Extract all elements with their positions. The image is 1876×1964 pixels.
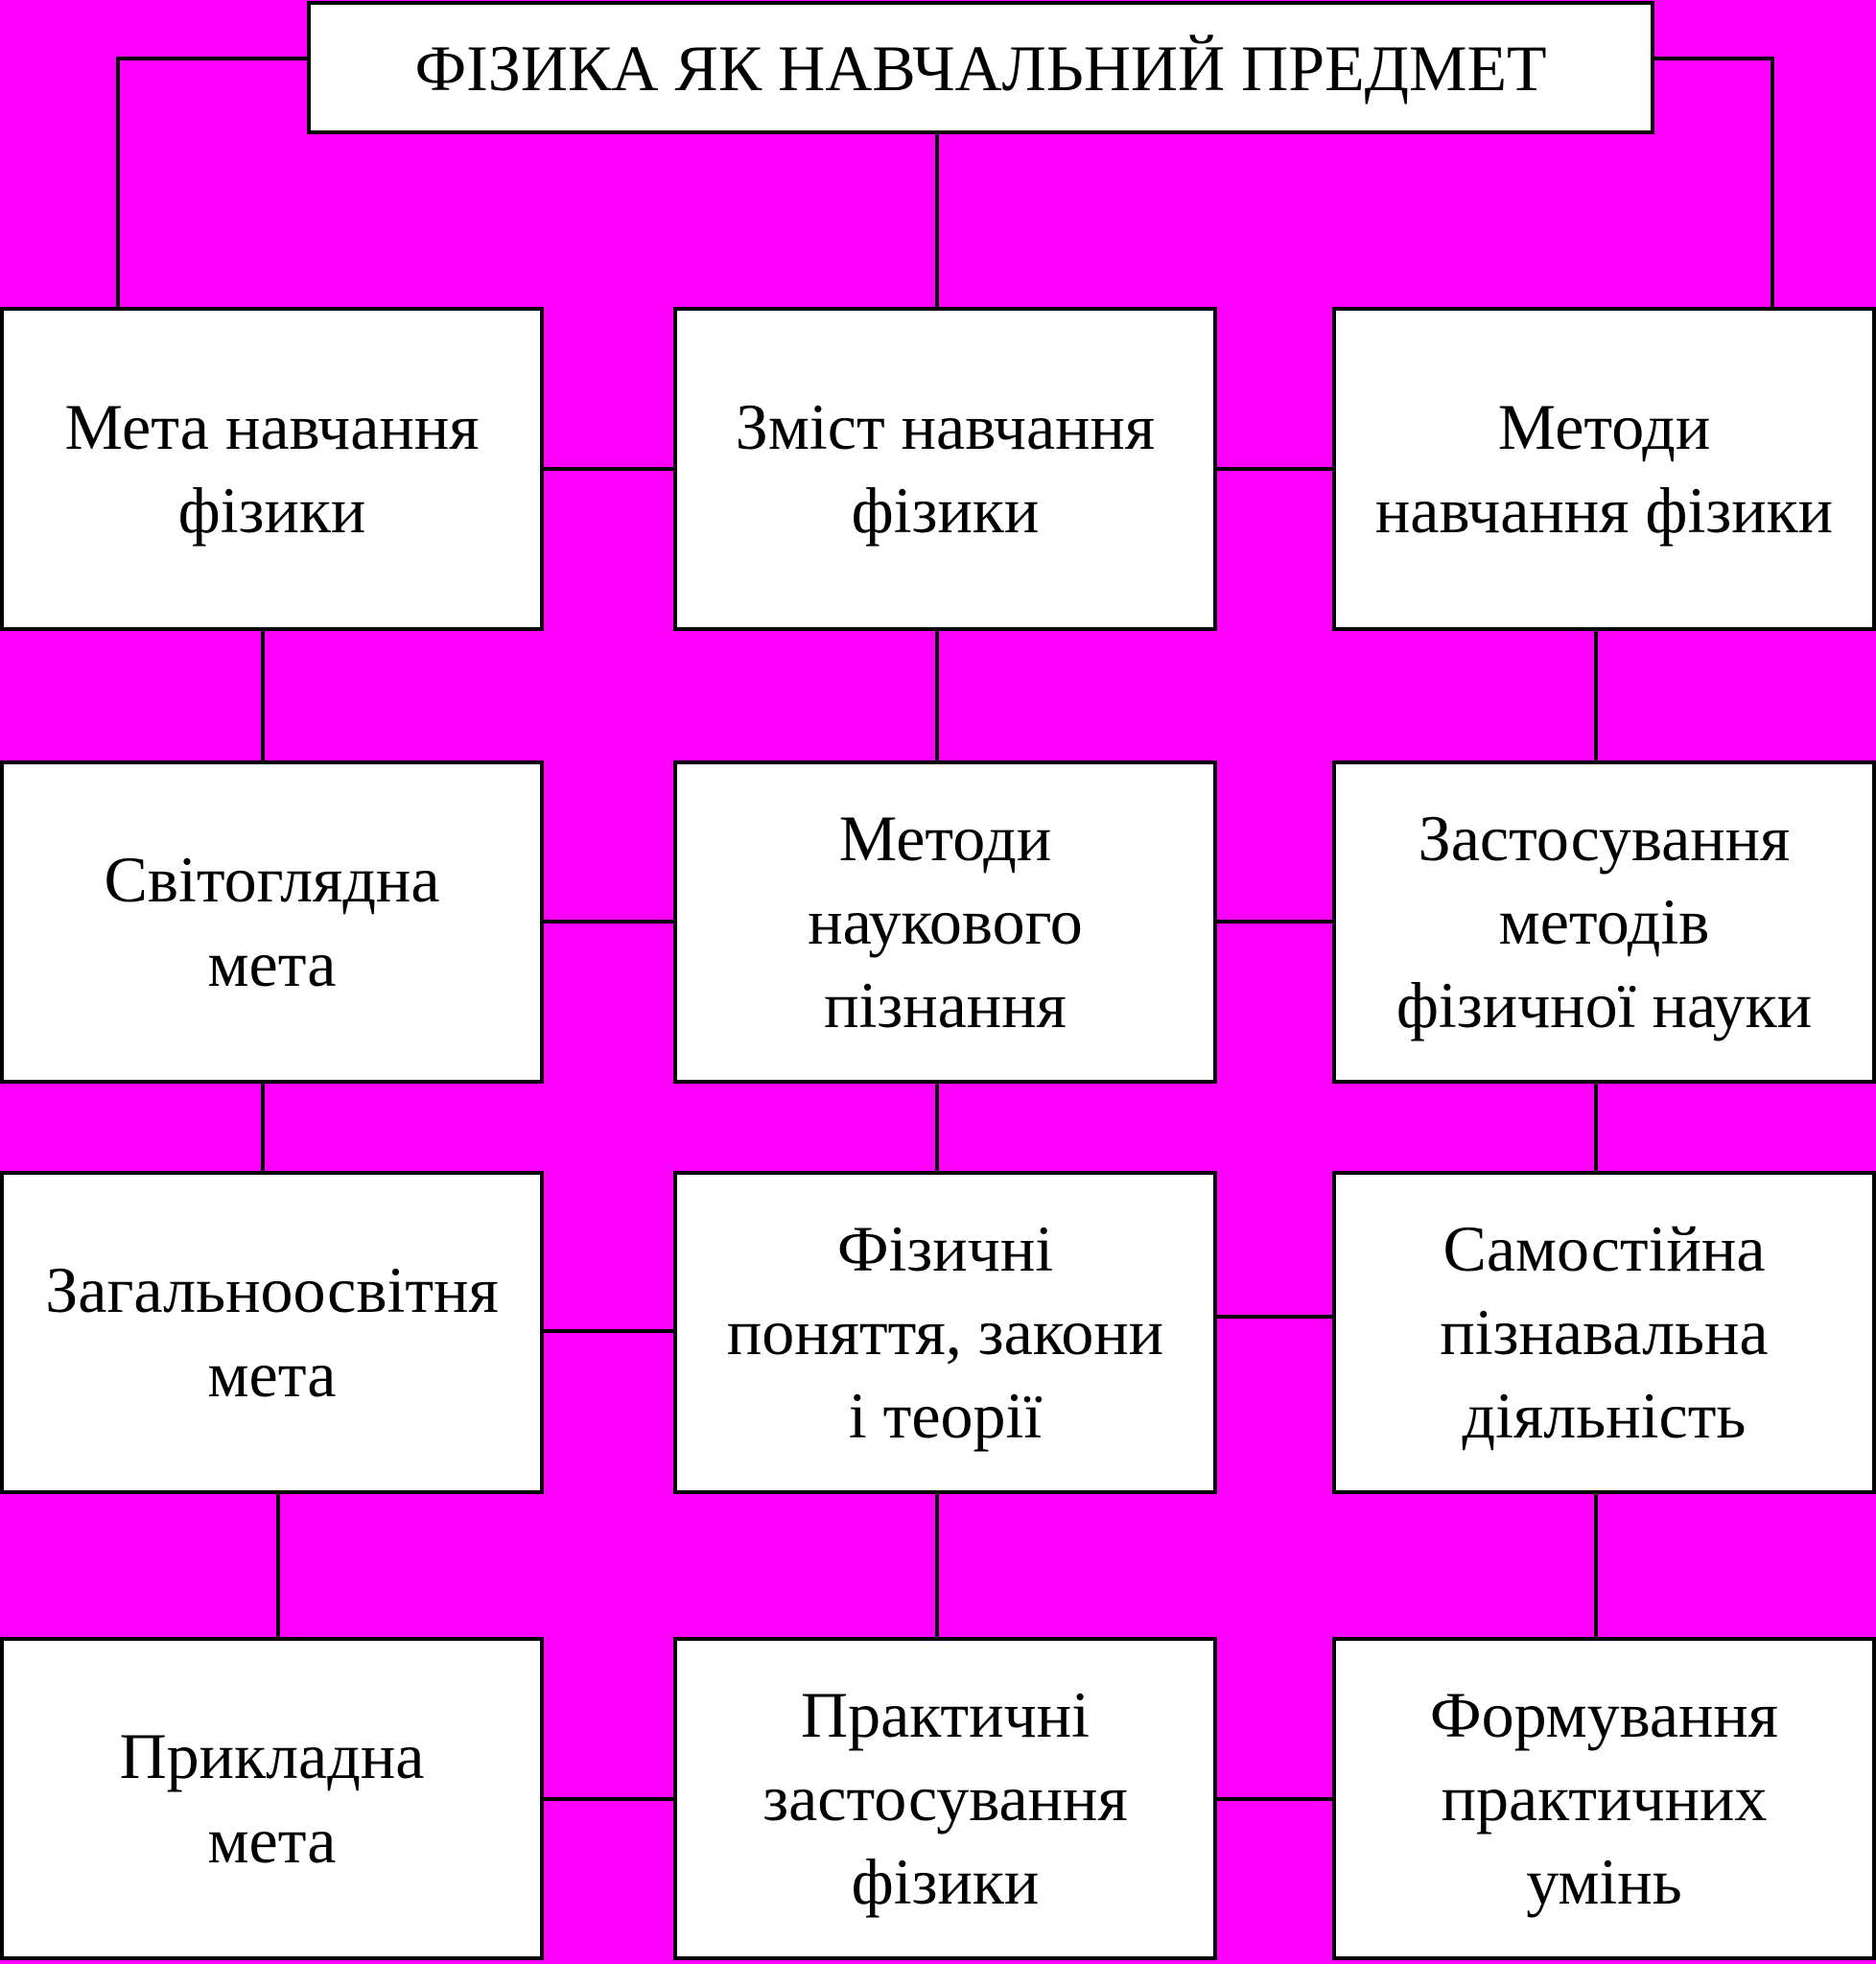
text-line: діяльність bbox=[1462, 1379, 1747, 1453]
diagram-title-box bbox=[307, 1, 1654, 134]
text-line: фізики bbox=[851, 474, 1040, 547]
col2-item3-box bbox=[673, 1637, 1217, 1960]
col3-item2-text bbox=[1440, 1207, 1768, 1458]
col3-item3-text bbox=[1430, 1673, 1778, 1924]
col3-item2-box bbox=[1332, 1171, 1876, 1494]
text-line: мета bbox=[207, 926, 337, 1000]
col1-item3-box bbox=[0, 1637, 544, 1960]
text-line: Самостійна bbox=[1442, 1211, 1766, 1285]
text-line: Світоглядна bbox=[104, 843, 440, 917]
text-line: пізнання bbox=[824, 969, 1067, 1042]
col1-item1-box bbox=[0, 760, 544, 1084]
text-line: Мета навчання bbox=[64, 389, 480, 463]
col1-header-text bbox=[64, 386, 479, 552]
col3-item1-text bbox=[1396, 797, 1812, 1047]
text-line: Формування bbox=[1429, 1677, 1779, 1751]
text-line: фізики bbox=[177, 474, 366, 547]
col2-item1-box bbox=[673, 760, 1217, 1084]
col2-item2-box bbox=[673, 1171, 1217, 1494]
text-line: методів bbox=[1498, 884, 1710, 958]
col2-item3-text bbox=[762, 1673, 1127, 1924]
text-line: поняття, закони bbox=[726, 1295, 1164, 1368]
text-line: застосування bbox=[762, 1761, 1128, 1835]
text-line: наукового bbox=[808, 884, 1083, 958]
text-line: фізичної науки bbox=[1395, 969, 1813, 1042]
text-line: Методи bbox=[838, 801, 1052, 875]
col1-item2-text bbox=[45, 1249, 499, 1415]
text-line: Прикладна bbox=[119, 1719, 425, 1793]
text-line: навчання фізики bbox=[1374, 474, 1834, 547]
diagram-title: ФІЗИКА ЯК НАВЧАЛЬНИЙ ПРЕДМЕТ bbox=[414, 31, 1547, 105]
text-line: Застосування bbox=[1418, 801, 1791, 875]
col2-header-text bbox=[736, 386, 1155, 552]
text-line: Методи bbox=[1497, 389, 1711, 463]
col3-item3-box bbox=[1332, 1637, 1876, 1960]
text-line: Зміст навчання bbox=[735, 389, 1156, 463]
col1-item2-box bbox=[0, 1171, 544, 1494]
connector-title-to-col1 bbox=[118, 58, 307, 307]
col1-item3-text bbox=[120, 1715, 425, 1882]
col2-header-box bbox=[673, 307, 1217, 631]
text-line: Загальноосвітня bbox=[45, 1253, 499, 1327]
text-line: практичних bbox=[1441, 1761, 1768, 1835]
col3-item1-box bbox=[1332, 760, 1876, 1084]
text-line: пізнавальна bbox=[1440, 1295, 1769, 1368]
col1-header-box bbox=[0, 307, 544, 631]
col2-item2-text bbox=[727, 1207, 1163, 1458]
text-line: мета bbox=[207, 1803, 337, 1877]
text-line: Практичні bbox=[800, 1677, 1090, 1751]
col2-item1-text bbox=[808, 797, 1083, 1047]
col3-header-box bbox=[1332, 307, 1876, 631]
connector-title-to-col3 bbox=[1654, 58, 1772, 307]
col3-header-text bbox=[1375, 386, 1833, 552]
text-line: умінь bbox=[1526, 1845, 1682, 1919]
text-line: мета bbox=[207, 1337, 337, 1411]
text-line: і теорії bbox=[848, 1379, 1043, 1453]
text-line: фізики bbox=[851, 1845, 1040, 1919]
text-line: Фізичні bbox=[836, 1211, 1054, 1285]
col1-item1-text bbox=[105, 838, 440, 1005]
